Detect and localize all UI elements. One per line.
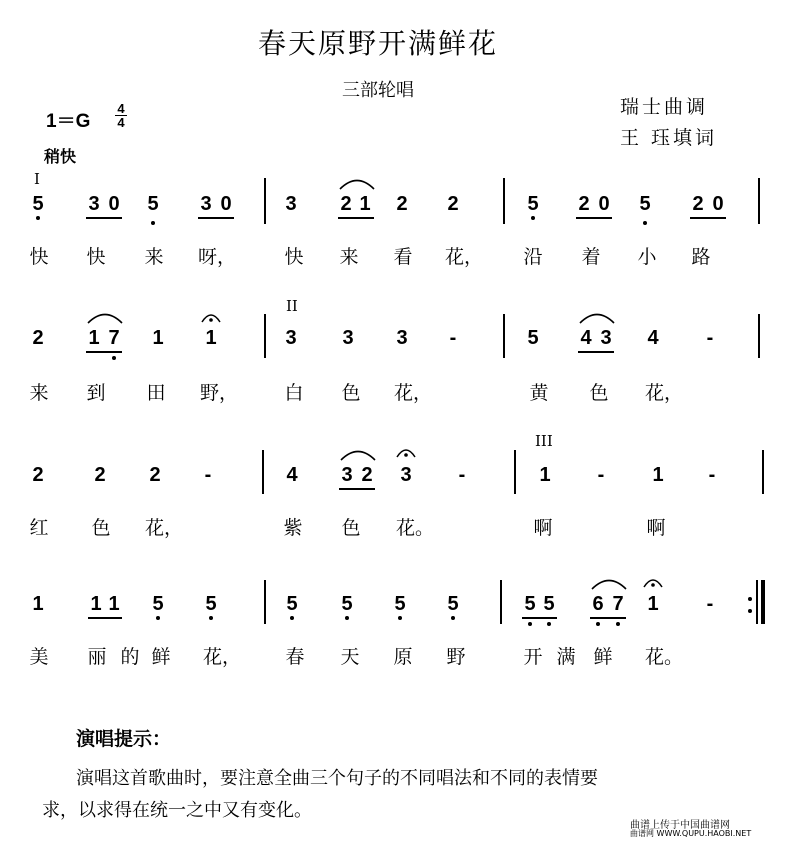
lyric: 满 (556, 646, 576, 668)
note: 5 (527, 193, 539, 215)
lyric: 快 (86, 246, 106, 268)
lyric: 原 (393, 646, 413, 668)
tips-line-1: 演唱这首歌曲时，要注意全曲三个句子的不同唱法和不同的表情要 (76, 768, 598, 789)
note: 2 (692, 193, 704, 215)
lyric: 的 (120, 646, 140, 668)
note: 0 (220, 193, 232, 215)
lyric: 花， (203, 646, 242, 668)
lyric: 花， (445, 246, 484, 268)
note: 1 (108, 593, 120, 615)
song-subtitle: 三部轮唱 (342, 80, 414, 101)
note: 1 (359, 193, 371, 215)
eighth-underline (690, 217, 726, 219)
lyric: 红 (29, 517, 49, 539)
eighth-underline (578, 351, 614, 353)
lyric: 快 (284, 246, 304, 268)
eighth-underline (590, 617, 626, 619)
barline (503, 178, 505, 224)
note: 3 (285, 327, 297, 349)
note: 2 (396, 193, 408, 215)
footer-watermark: 曲谱上传于中国曲谱网 (630, 820, 730, 831)
note: 0 (598, 193, 610, 215)
lyric: 路 (691, 246, 711, 268)
footer-url: 曲谱网 WWW.QUPU.HAOBI.NET (630, 829, 752, 838)
note: 1 (90, 593, 102, 615)
barline (758, 178, 760, 224)
note: 4 (580, 327, 592, 349)
note: 1 (88, 327, 100, 349)
low-octave-dot (643, 221, 647, 225)
barline (264, 580, 266, 624)
lyric: 看 (393, 246, 413, 268)
lyric: 花。 (396, 517, 435, 539)
lyric: 天 (340, 646, 360, 668)
note: 1 (652, 464, 664, 486)
lyric: 色 (91, 517, 111, 539)
lyric: 呀， (198, 246, 237, 268)
lyric: 鲜 (593, 646, 613, 668)
note: 5 (447, 593, 459, 615)
lyric: 黄 (529, 382, 549, 404)
dash: - (458, 464, 466, 486)
slur (578, 310, 616, 324)
lyric: 到 (86, 382, 106, 404)
slur (86, 310, 124, 324)
dash: - (706, 327, 714, 349)
note: 6 (592, 593, 604, 615)
tips-line-2: 求，以求得在统一之中又有变化。 (42, 800, 312, 821)
lyric: 花， (145, 517, 184, 539)
note: 5 (639, 193, 651, 215)
note: 3 (600, 327, 612, 349)
barline (500, 580, 502, 624)
eighth-underline (88, 617, 122, 619)
note: 5 (286, 593, 298, 615)
note: 5 (32, 193, 44, 215)
note: 2 (447, 193, 459, 215)
lyric: 啊 (533, 517, 553, 539)
fermata (200, 308, 222, 326)
low-octave-dot (112, 356, 116, 360)
barline (503, 314, 505, 358)
note: 3 (200, 193, 212, 215)
barline (762, 450, 764, 494)
note: 5 (152, 593, 164, 615)
eighth-underline (576, 217, 612, 219)
note: 2 (578, 193, 590, 215)
note: 3 (400, 464, 412, 486)
eighth-underline (86, 217, 122, 219)
part-mark-2: II (286, 297, 298, 315)
key-signature: 1＝G (46, 111, 91, 132)
low-octave-dot (151, 221, 155, 225)
final-barline-thick (761, 580, 765, 624)
note: 4 (647, 327, 659, 349)
low-octave-dot (345, 616, 349, 620)
note: 3 (341, 464, 353, 486)
lyric: 花。 (645, 646, 684, 668)
lyric: 野， (200, 382, 239, 404)
lyric: 来 (29, 382, 49, 404)
eighth-underline (339, 488, 375, 490)
low-octave-dot (616, 622, 620, 626)
note: 0 (108, 193, 120, 215)
note: 2 (149, 464, 161, 486)
note: 1 (32, 593, 44, 615)
low-octave-dot (531, 216, 535, 220)
dash: - (204, 464, 212, 486)
note: 5 (527, 327, 539, 349)
note: 1 (539, 464, 551, 486)
note: 0 (712, 193, 724, 215)
note: 5 (543, 593, 555, 615)
final-barline-thin (756, 580, 758, 624)
composer-credit: 瑞士曲调 (620, 96, 709, 118)
lyric: 着 (581, 246, 601, 268)
eighth-underline (522, 617, 557, 619)
low-octave-dot (398, 616, 402, 620)
eighth-underline (198, 217, 234, 219)
lyric: 开 (523, 646, 543, 668)
note: 7 (612, 593, 624, 615)
lyric: 小 (637, 246, 657, 268)
lyric: 鲜 (151, 646, 171, 668)
lyric: 来 (144, 246, 164, 268)
dash: - (706, 593, 714, 615)
tempo-marking: 稍快 (44, 147, 77, 166)
lyric: 花， (394, 382, 433, 404)
note: 3 (396, 327, 408, 349)
note: 5 (205, 593, 217, 615)
note: 5 (524, 593, 536, 615)
lyric: 白 (284, 382, 304, 404)
part-mark-3: III (535, 432, 553, 450)
barline (262, 450, 264, 494)
time-signature-denominator: 4 (117, 115, 125, 130)
note: 4 (286, 464, 298, 486)
note: 3 (88, 193, 100, 215)
low-octave-dot (156, 616, 160, 620)
eighth-underline (86, 351, 122, 353)
lyric: 快 (29, 246, 49, 268)
note: 1 (647, 593, 659, 615)
song-title: 春天原野开满鲜花 (258, 27, 499, 60)
repeat-dot (748, 597, 752, 601)
note: 1 (205, 327, 217, 349)
fermata (642, 573, 664, 591)
lyric: 来 (339, 246, 359, 268)
repeat-dot (748, 609, 752, 613)
barline (264, 178, 266, 224)
dash: - (597, 464, 605, 486)
lyric: 美 (29, 646, 49, 668)
low-octave-dot (36, 216, 40, 220)
eighth-underline (338, 217, 374, 219)
lyric: 色 (589, 382, 609, 404)
lyric: 紫 (283, 517, 303, 539)
fermata (395, 443, 417, 461)
lyric: 丽 (87, 646, 107, 668)
tips-heading: 演唱提示： (76, 728, 172, 750)
note: 5 (341, 593, 353, 615)
barline (514, 450, 516, 494)
note: 2 (340, 193, 352, 215)
low-octave-dot (290, 616, 294, 620)
note: 2 (94, 464, 106, 486)
time-signature (114, 102, 128, 129)
lyric: 色 (341, 382, 361, 404)
note: 2 (361, 464, 373, 486)
lyric: 春 (285, 646, 305, 668)
barline (264, 314, 266, 358)
time-signature-numerator: 4 (117, 101, 125, 116)
lyric: 田 (146, 382, 166, 404)
note: 3 (285, 193, 297, 215)
part-mark-1: I (34, 170, 40, 188)
note: 2 (32, 327, 44, 349)
note: 5 (394, 593, 406, 615)
low-octave-dot (528, 622, 532, 626)
slur (338, 176, 376, 190)
low-octave-dot (451, 616, 455, 620)
slur (590, 576, 628, 590)
slur (339, 447, 377, 461)
barline (758, 314, 760, 358)
dash: - (449, 327, 457, 349)
low-octave-dot (596, 622, 600, 626)
note: 7 (108, 327, 120, 349)
lyric: 野 (446, 646, 466, 668)
note: 1 (152, 327, 164, 349)
dash: - (708, 464, 716, 486)
note: 5 (147, 193, 159, 215)
lyric: 花， (645, 382, 684, 404)
low-octave-dot (547, 622, 551, 626)
low-octave-dot (209, 616, 213, 620)
note: 2 (32, 464, 44, 486)
lyricist-credit: 王 珏填词 (620, 127, 718, 149)
note: 3 (342, 327, 354, 349)
lyric: 啊 (646, 517, 666, 539)
lyric: 沿 (523, 246, 543, 268)
lyric: 色 (341, 517, 361, 539)
